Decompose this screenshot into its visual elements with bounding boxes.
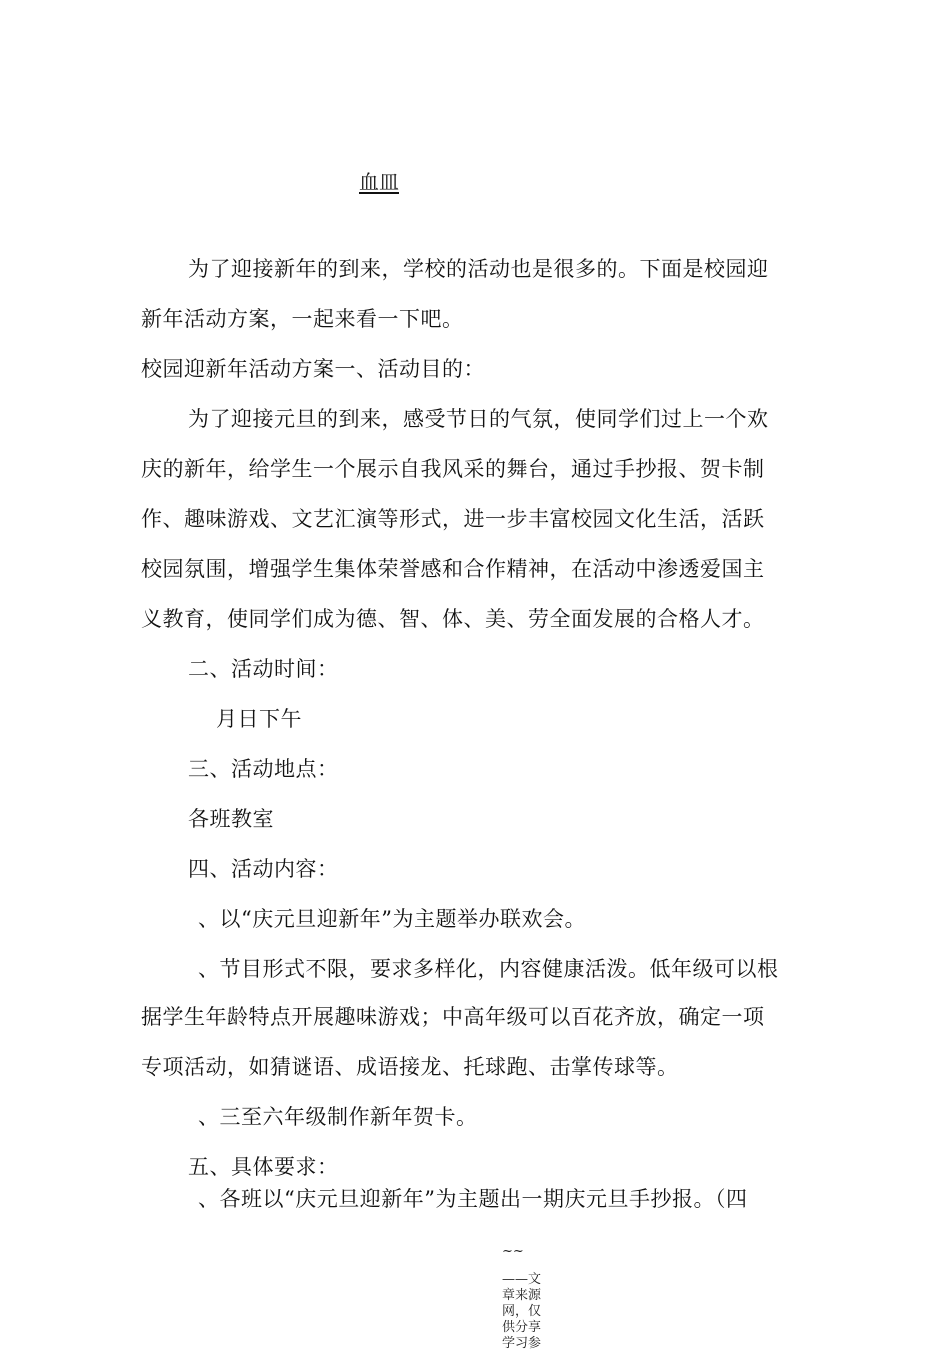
header-mark: 血皿 [359,170,399,194]
list-item: 、节目形式不限，要求多样化，内容健康活泼。低年级可以根 [198,957,779,981]
paragraph-line: 据学生年龄特点开展趣味游戏；中高年级可以百花齐放，确定一项 [141,1005,765,1029]
paragraph-line: 作、趣味游戏、文艺汇演等形式，进一步丰富校园文化生活，活跃 [141,507,765,531]
footer-note: ——文章来源网，仅供分享学习参 [502,1272,542,1351]
list-item: 、以“庆元旦迎新年”为主题举办联欢会。 [198,907,586,931]
section-heading: 五、具体要求： [188,1155,339,1179]
section-heading: 校园迎新年活动方案一、活动目的： [141,357,485,381]
section-heading: 三、活动地点： [188,757,339,781]
paragraph-line: 庆的新年，给学生一个展示自我风采的舞台，通过手抄报、贺卡制 [141,457,765,481]
section-heading: 二、活动时间： [188,657,339,681]
paragraph-line: 义教育，使同学们成为德、智、体、美、劳全面发展的合格人才。 [141,607,765,631]
paragraph-line: 新年活动方案，一起来看一下吧。 [141,307,464,331]
paragraph-line: 为了迎接元旦的到来，感受节日的气氛，使同学们过上一个欢 [188,407,769,431]
list-item: 、三至六年级制作新年贺卡。 [198,1105,478,1129]
paragraph-line: 校园氛围，增强学生集体荣誉感和合作精神，在活动中渗透爱国主 [141,557,765,581]
paragraph-line: 各班教室 [188,807,274,831]
footer [502,1244,548,1352]
list-item: 、各班以“庆元旦迎新年”为主题出一期庆元旦手抄报。（四 [198,1187,748,1211]
paragraph-line: 为了迎接新年的到来，学校的活动也是很多的。下面是校园迎 [188,257,769,281]
paragraph-line: 专项活动，如猜谜语、成语接龙、托球跑、击掌传球等。 [141,1055,679,1079]
footer-tilde: ~~ [502,1244,524,1259]
paragraph-line: 月日下午 [216,707,302,731]
section-heading: 四、活动内容： [188,857,339,881]
